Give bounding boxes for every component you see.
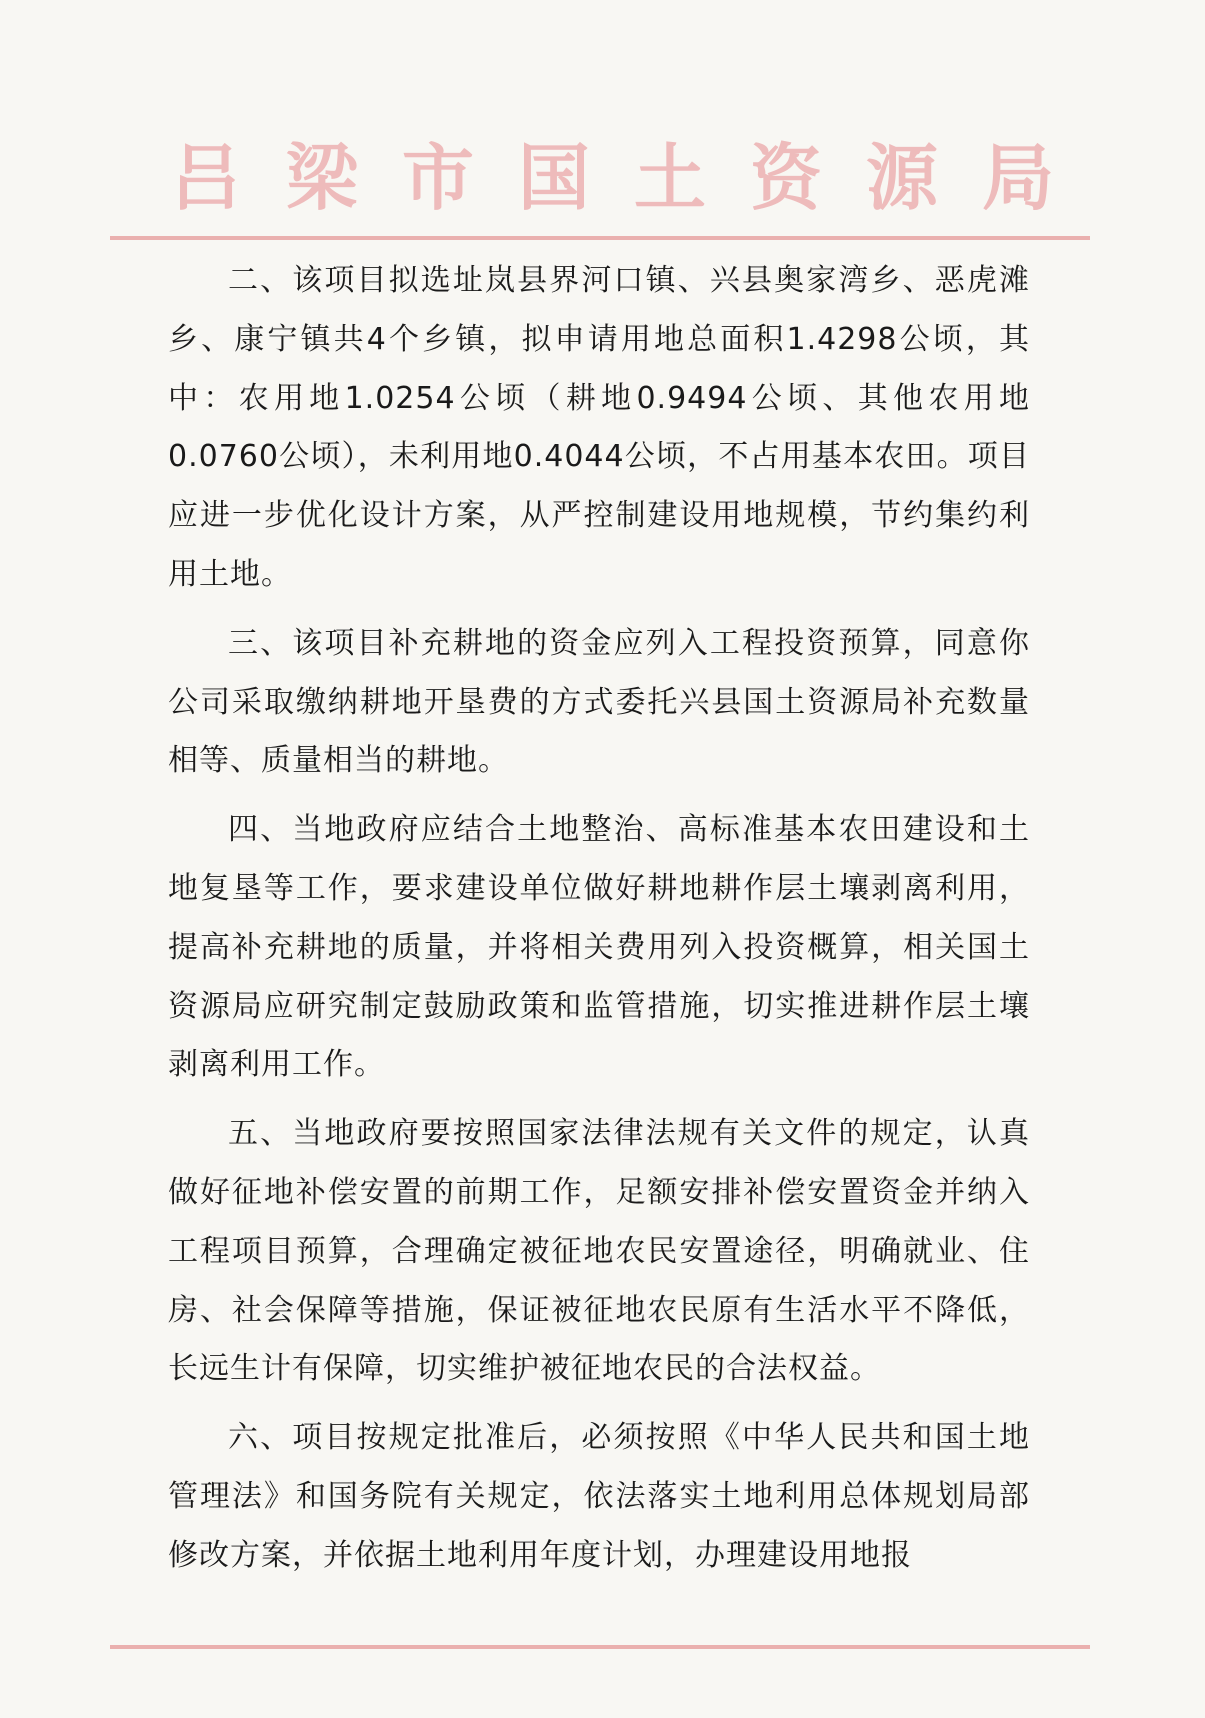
paragraph-5: 五、当地政府要按照国家法律法规有关文件的规定，认真做好征地补偿安置的前期工作，足额安排补偿安置资金并纳入工程项目预算，合理确定被征地农民安置途径，明确就业、住房、社会保障等措施，保证被征地农民原有生活水平不降低，长远生计有保障，切实维护被征地农民的合法权益。 — [168, 1116, 1030, 1387]
paragraph-2: 二、该项目拟选址岚县界河口镇、兴县奥家湾乡、恶虎滩乡、康宁镇共4个乡镇，拟申请用地总面积1.4298公顷，其中：农用地1.0254公顷（耕地0.9494公顷、其他农用地0.0760公顷），未利用地0.4044公顷，不占用基本农田。项目应进一步优化设计方案，从严控制建设用地规模，节约集约利用土地。 — [168, 263, 1030, 592]
paragraph-6: 六、项目按规定批准后，必须按照《中华人民共和国土地管理法》和国务院有关规定，依法落实土地利用总体规划局部修改方案，并依据土地利用年度计划，办理建设用地报 — [168, 1420, 1030, 1573]
footer-rule-bottom — [110, 1645, 1090, 1649]
document-body — [168, 252, 1030, 1586]
letterhead-rule-top — [110, 236, 1090, 240]
paragraph-4: 四、当地政府应结合土地整治、高标准基本农田建设和土地复垦等工作，要求建设单位做好耕地耕作层土壤剥离利用，提高补充耕地的质量，并将相关费用列入投资概算，相关国土资源局应研究制定鼓励政策和监管措施，切实推进耕作层土壤剥离利用工作。 — [168, 812, 1030, 1083]
paragraph-3: 三、该项目补充耕地的资金应列入工程投资预算，同意你公司采取缴纳耕地开垦费的方式委托兴县国土资源局补充数量相等、质量相当的耕地。 — [168, 625, 1030, 779]
letterhead-title: 吕梁市国土资源局 — [170, 135, 1099, 220]
